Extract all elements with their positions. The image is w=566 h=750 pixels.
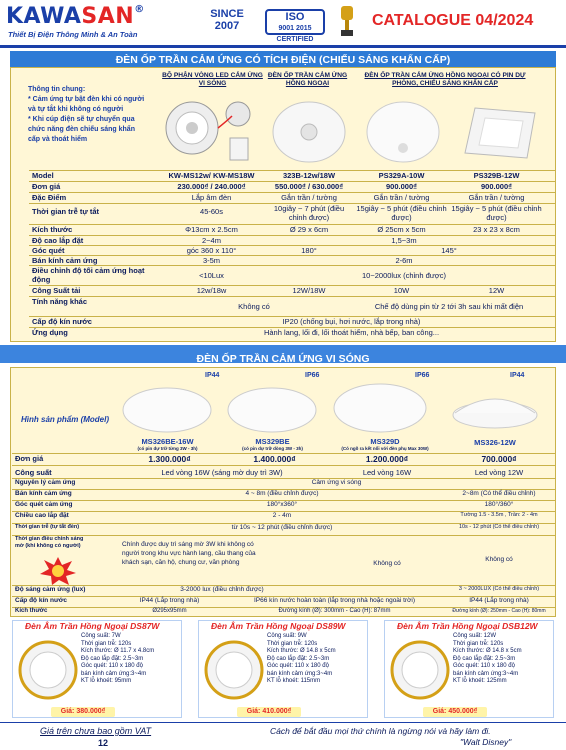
card-title: Đèn Âm Trần Hồng Ngoại DSB12W xyxy=(397,621,538,631)
ceiling-light-323b-image xyxy=(268,96,350,168)
downlight-card-3 xyxy=(384,620,554,718)
downlight-card-2 xyxy=(198,620,368,718)
row-feature: Đặc Điểm Lắp âm đèn Gắn trần / tường Gắn trần / tường Gắn trần / tường xyxy=(29,192,556,203)
page-header xyxy=(0,0,566,45)
downlight-card-1 xyxy=(12,620,182,718)
vat-note: Giá trên chưa bao gồm VAT xyxy=(40,726,152,736)
ip-badge-2: IP66 xyxy=(305,372,320,379)
promo-burst-icon xyxy=(40,557,76,585)
ip-badge-3: IP66 xyxy=(415,372,430,379)
ceiling-light-ps329b-image xyxy=(455,98,545,168)
s2-row-delay: Thời gian trễ (tự tắt đèn) từ 10s ~ 12 phút (điều chỉnh được) 10s - 12 phút (Có thể điều chỉnh) xyxy=(12,523,556,535)
card-specs: Công suất: 7W Thời gian trễ: 120s Kích thước: Ø 11.7 x 4.8cm Độ cao lắp đặt: 2.5~3m Góc quét: 110 x 180 độ bán kính cảm ứng:3~4m KT lỗ khoét: 95mm xyxy=(81,633,155,684)
row-power: Công Suất tải 12w/18w 12W/18W 10W 12W xyxy=(29,285,556,296)
card-price: Giá: 450.000₫ xyxy=(423,707,487,717)
iso-badge: ISO 9001 2015 CERTIFIED xyxy=(265,9,325,35)
row-radius: Bán kính cảm ứng 3-5m 2-6m xyxy=(29,255,556,265)
row-apply: Ứng dụng Hành lang, lối đi, lối thoát hiểm, nhà bếp, ban công... xyxy=(29,327,556,340)
row-model: Model KW-MS12w/ KW-MS18W 323B-12w/18W PS329A-10W PS329B-12W xyxy=(29,170,556,182)
catalogue-title: CATALOGUE 04/2024 xyxy=(372,12,534,29)
card-specs: Công suất: 9W Thời gian trễ: 120s Kích thước: Ø 14.8 x 5cm Độ cao lắp đặt: 2.5~3m Góc quét: 110 x 180 độ bán kính cảm ứng:3~4m KT lỗ khoét: 115mm xyxy=(267,633,336,684)
page-footer xyxy=(0,722,566,750)
card-title: Đèn Âm Trần Hồng Ngoại DS87W xyxy=(25,621,160,631)
ms329be-image xyxy=(225,380,320,435)
row-ip: Cấp độ kín nước IP20 (chống bụi, hơi nước, lắp trong nhà) xyxy=(29,316,556,327)
ip-badge-4: IP44 xyxy=(510,372,525,379)
s2-row-angle: Góc quét cảm ứng 180°x360° 180°/360° xyxy=(12,500,556,511)
row-height: Độ cao lắp đặt 2~4m 1,5~3m xyxy=(29,235,556,245)
card-price: Giá: 410.000₫ xyxy=(237,707,301,717)
s2-row-power: Công suất Led vòng 16W (sáng mờ duy trì 3W) Led vòng 16W Led vòng 12W xyxy=(12,465,556,478)
downlight-image xyxy=(203,639,265,701)
ip-badge-1: IP44 xyxy=(205,372,220,379)
footer-quote-author: "Walt Disney" xyxy=(460,737,512,747)
card-title: Đèn Âm Trần Hồng Ngoại DS89W xyxy=(211,621,346,631)
row-size: Kích thước Φ13cm x 2.5cm Ø 29 x 6cm Ø 25cm x 5cm 23 x 23 x 8cm xyxy=(29,224,556,235)
header-divider xyxy=(0,45,566,48)
ms329d-image xyxy=(330,378,430,436)
s2-row-lux: Độ sáng cảm ứng (lux) 3-2000 lux (điều chỉnh được) 3 ~ 2000LUX (Có thể điều chỉnh) xyxy=(12,585,556,596)
downlight-image xyxy=(17,639,79,701)
ms326-image xyxy=(445,385,545,430)
row-lux: Điều chỉnh độ tối cảm ứng hoạt động <10Lux 10~2000lux (chỉnh được) xyxy=(29,265,556,285)
s2-row-dim: Thời gian điều chỉnh sáng mờ (khi không có người) Chính được duy trì sáng mờ 3W khi không có người trong khu vực hành lang, cầu thang của khách sạn, căn hộ, chung cư, văn phòng Không có Không có xyxy=(12,535,556,585)
downlight-image xyxy=(389,639,451,701)
trophy-icon xyxy=(338,4,356,40)
row-price: Đơn giá 230.000₫ / 240.000₫ 550.000₫ / 630.000₫ 900.000₫ 900.000₫ xyxy=(29,181,556,192)
s2-row-size: Kích thước Ø295x95mm Đường kính (Ø): 300mm - Cao (H): 87mm Đường kính (Ø): 250mm - Cao (H): 80mm xyxy=(12,607,556,618)
row-extra: Tính năng khác Không có Chế độ dùng pin từ 2 tới 3h sau khi mất điện xyxy=(29,296,556,316)
model-ms329be: MS329BE (có pin dự trữ dòng 3W - 3h) xyxy=(242,437,303,451)
ms326be-image xyxy=(120,380,215,435)
ceiling-light-ps329a-image xyxy=(362,96,444,168)
card-specs: Công suất: 12W Thời gian trễ: 120s Kích thước: Ø 14.8 x 5cm Độ cao lắp đặt: 2.5~3m Góc quét: 110 x 180 độ bán kính cảm ứng:3~4m KT lỗ khoét: 125mm xyxy=(453,633,522,684)
s2-row-price: Đơn giá 1.300.000₫ 1.400.000₫ 1.200.000₫ 700.000₫ xyxy=(12,453,556,464)
row-angle: Góc quét góc 360 x 110° 180° 145° xyxy=(29,245,556,255)
brand-tagline: Thiết Bị Điện Thông Minh & An Toàn xyxy=(8,30,138,39)
since-badge: SINCE 2007 xyxy=(210,8,244,32)
card-price: Giá: 380.000₫ xyxy=(51,707,115,717)
col2-title: ĐÈN ỐP TRẦN CẢM ỨNG HỒNG NGOẠI xyxy=(267,72,348,87)
brand-logo: KAWASAN® xyxy=(6,4,145,29)
s2-row-radius: Bán kính cảm ứng 4 ~ 8m (điều chỉnh được) 2~8m (Có thể điều chỉnh) xyxy=(12,489,556,500)
info-note: Thông tin chung: * Cảm ứng tự bật đèn khi có người và tự tắt khi không có người * Khi cúp điện sẽ tự chuyển qua chức năng đèn chiếu sáng khẩn cấp và thoát hiểm xyxy=(28,86,145,143)
s2-row-height: Chiều cao lắp đặt 2 - 4m Tường 1.5 - 3.5m , Trần: 2 - 4m xyxy=(12,511,556,523)
product-image-label: Hình sản phẩm (Model) xyxy=(21,415,109,424)
s2-row-ip: Cấp độ kín nước IP44 (Lắp trong nhà) IP66 kín nước hoàn toàn (lắp trong nhà hoặc ngoài trời) IP44 (Lắp trong nhà) xyxy=(12,596,556,607)
page-number: 12 xyxy=(98,738,109,748)
model-ms326be: MS326BE-16W (có pin dự trữ từng 3W - 3h) xyxy=(137,437,198,451)
model-ms326: MS326-12W xyxy=(474,438,516,447)
row-delay: Thời gian trễ tự tắt 45-60s 10giây ~ 7 phút (điều chỉnh được) 15giây ~ 5 phút (điều chỉnh được) 15giây ~ 5 phút (điều chỉnh được) xyxy=(29,203,556,224)
section1-title: ĐÈN ỐP TRẦN CẢM ỨNG CÓ TÍCH ĐIỆN (CHIẾU SÁNG KHẨN CẤP) xyxy=(10,51,556,69)
led-ring-image xyxy=(160,90,260,168)
s2-row-principle: Nguyên lý cảm ứng Cảm ứng vi sóng xyxy=(12,478,556,489)
col3-title: ĐÈN ỐP TRẦN CẢM ỨNG HỒNG NGOẠI CÓ PIN DỰ PHÒNG, CHIẾU SÁNG KHẨN CẤP xyxy=(364,72,526,87)
footer-quote: Cách để bắt đầu mọi thứ chính là ngừng nói và hãy làm đi. xyxy=(270,726,491,736)
section2-title: ĐÈN ỐP TRẦN CẢM ỨNG VI SÓNG xyxy=(196,353,370,365)
col1-title: BỘ PHẬN VÒNG LED CẢM ỨNG VI SÓNG xyxy=(162,72,263,87)
model-ms329d: MS329D (Có ngõ ra kết nối với đèn phụ Max 30W) xyxy=(341,437,429,451)
